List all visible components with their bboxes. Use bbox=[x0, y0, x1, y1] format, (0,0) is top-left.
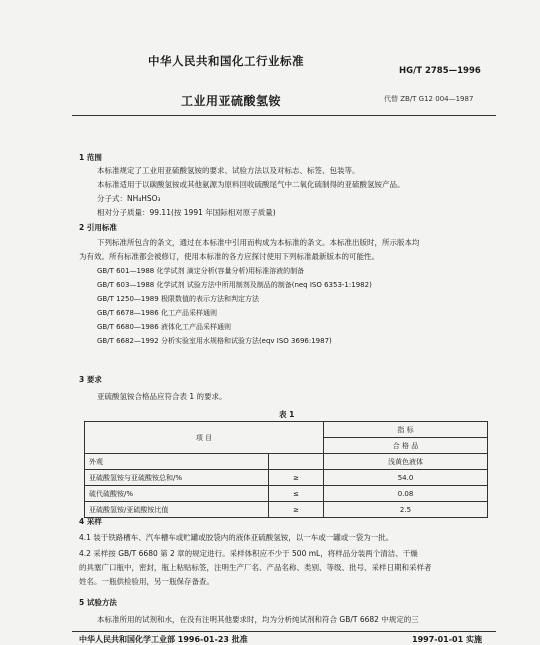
molecular-formula: 分子式：NH₄HSO₃ bbox=[97, 194, 161, 203]
section-4-heading: 4 采样 bbox=[79, 517, 102, 526]
molecular-mass: 相对分子质量：99.11(按 1991 年国际相对原子质量) bbox=[97, 208, 276, 217]
row-operator: ≤ bbox=[269, 486, 324, 502]
table-caption: 表 1 bbox=[279, 410, 295, 419]
table-row bbox=[85, 486, 488, 502]
row-operator: ≥ bbox=[269, 470, 324, 486]
section-4-para-4: 姓名。一瓶供检验用，另一瓶保存备查。 bbox=[79, 577, 214, 586]
document-title: 工业用亚硫酸氢铵 bbox=[181, 94, 282, 108]
table-row bbox=[85, 502, 488, 518]
implementation-date: 1997-01-01 实施 bbox=[412, 635, 482, 644]
col-item-header: 项 目 bbox=[85, 422, 324, 454]
requirements-table bbox=[84, 421, 488, 518]
table-header-row bbox=[85, 422, 488, 438]
replaces-standard: 代替 ZB/T G12 004—1987 bbox=[384, 95, 474, 103]
col-index-header: 指 标 bbox=[324, 422, 488, 438]
section-3-para-1: 亚硫酸氢铵合格品应符合表 1 的要求。 bbox=[97, 392, 227, 401]
issuing-organization: 中华人民共和国化工行业标准 bbox=[148, 54, 304, 68]
row-operator bbox=[269, 454, 324, 470]
header-rule bbox=[72, 115, 496, 116]
table-row bbox=[85, 470, 488, 486]
reference-item: GB/T 601—1988 化学试剂 滴定分析(容量分析)用标准溶液的制备 bbox=[97, 267, 305, 275]
row-operator: ≥ bbox=[269, 502, 324, 518]
reference-item: GB/T 6678—1986 化工产品采样通则 bbox=[97, 309, 217, 317]
row-value: 54.0 bbox=[324, 470, 488, 486]
row-item: 硫代硫酸铵/% bbox=[85, 486, 269, 502]
standard-number: HG/T 2785—1996 bbox=[399, 66, 481, 76]
section-4-para-3: 的具塞广口瓶中，密封，瓶上粘贴标签，注明生产厂名、产品名称、类别、等级、批号、采样日期和采样者 bbox=[79, 563, 432, 572]
section-2-heading: 2 引用标准 bbox=[79, 223, 117, 232]
section-4-para-2: 4.2 采样按 GB/T 6680 第 2 章的规定进行。采样体积应不少于 500 mL，将样品分装两个清洁、干燥 bbox=[79, 549, 418, 558]
section-1-para-1: 本标准规定了工业用亚硫酸氢铵的要求、试验方法以及对标志、标签、包装等。 bbox=[97, 166, 360, 175]
reference-item: GB/T 6680—1986 液体化工产品采样通则 bbox=[97, 323, 231, 331]
row-item: 亚硫酸氢铵与亚硫酸铵总和/% bbox=[85, 470, 269, 486]
reference-item: GB/T 603—1988 化学试剂 试验方法中所用制剂及制品的制备(neq ISO 6353-1:1982) bbox=[97, 281, 372, 289]
col-grade-header: 合 格 品 bbox=[324, 438, 488, 454]
section-1-para-2: 本标准适用于以碳酸氢铵或其他氨源为原料回收硫酸尾气中二氧化硫制得的亚硫酸氢铵产品。 bbox=[97, 180, 405, 189]
row-item: 亚硫酸氢铵/亚硫酸铵比值 bbox=[85, 502, 269, 518]
section-3-heading: 3 要求 bbox=[79, 375, 102, 384]
row-item: 外观 bbox=[85, 454, 269, 470]
reference-item: GB/T 6682—1992 分析实验室用水规格和试验方法(eqv ISO 3696:1987) bbox=[97, 337, 332, 345]
section-1-heading: 1 范围 bbox=[79, 153, 102, 162]
row-value: 浅黄色液体 bbox=[324, 454, 488, 470]
footer-rule bbox=[72, 631, 496, 632]
section-2-para-2: 为有效。所有标准都会被修订，使用本标准的各方应探讨使用下列标准最新版本的可能性。 bbox=[79, 252, 379, 261]
approval-line: 中华人民共和国化学工业部 1996-01-23 批准 bbox=[79, 635, 248, 644]
row-value: 0.08 bbox=[324, 486, 488, 502]
table-row bbox=[85, 454, 488, 470]
row-value: 2.5 bbox=[324, 502, 488, 518]
section-2-para-1: 下列标准所包含的条文，通过在本标准中引用而构成为本标准的条文。本标准出版时，所示版本均 bbox=[97, 238, 420, 247]
reference-item: GB/T 1250—1989 极限数值的表示方法和判定方法 bbox=[97, 295, 259, 303]
section-5-para-1: 本标准所用的试剂和水，在没有注明其他要求时，均为分析纯试剂和符合 GB/T 6682 中规定的三 bbox=[97, 615, 419, 624]
section-4-para-1: 4.1 装于铁路槽车、汽车槽车或贮罐或胶袋内的液体亚硫酸氢铵，以一车或一罐或一袋为一批。 bbox=[79, 533, 394, 542]
section-5-heading: 5 试验方法 bbox=[79, 598, 117, 607]
